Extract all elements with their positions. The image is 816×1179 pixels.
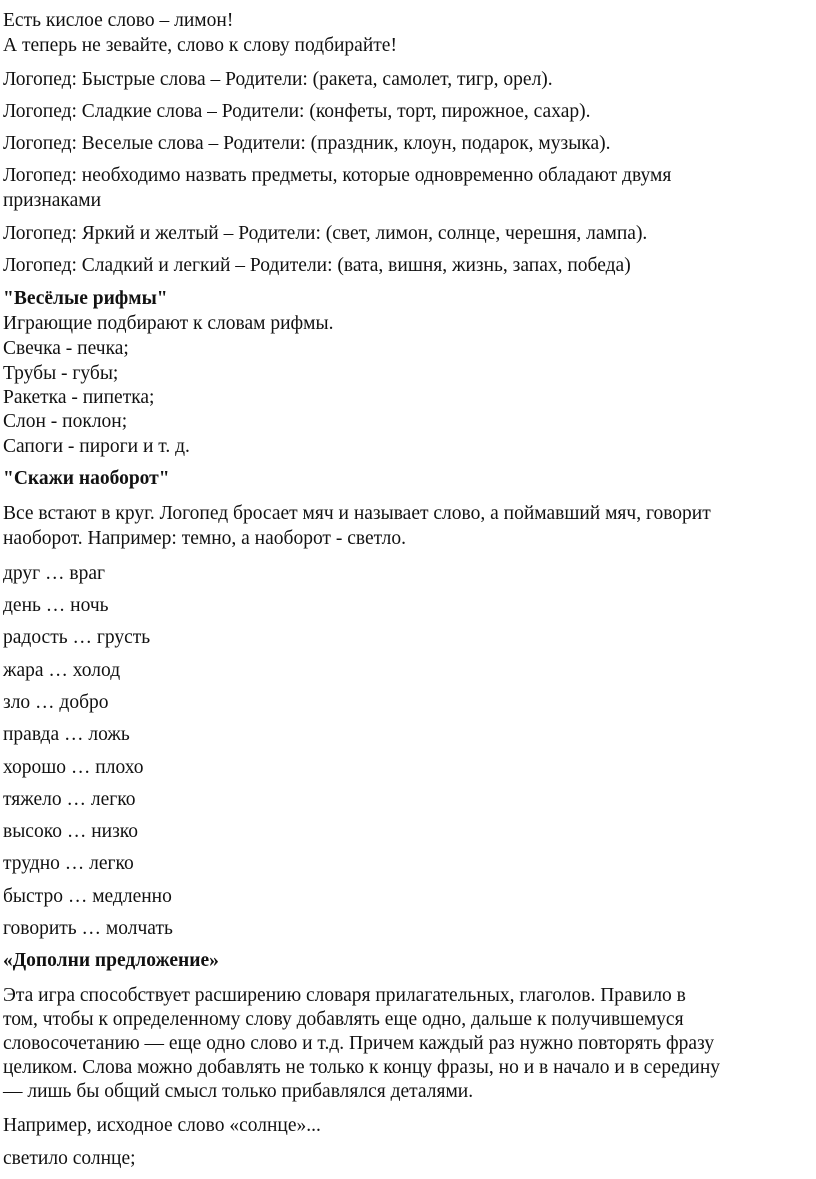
rhyme-item: Сапоги - пироги и т. д.	[3, 436, 190, 457]
rhyme-item: Свечка - печка;	[3, 338, 129, 359]
complete-desc-line: том, чтобы к определенному слову добавлять еще одно, дальше к получившемуся	[3, 1009, 684, 1030]
opposite-pair: говорить … молчать	[3, 918, 173, 939]
rhymes-heading: "Весёлые рифмы"	[3, 288, 168, 309]
opposites-heading: "Скажи наоборот"	[3, 468, 170, 489]
complete-desc-line: целиком. Слова можно добавлять не только к концу фразы, но и в начало и в середину	[3, 1057, 721, 1078]
task-line-1: Логопед: необходимо назвать предметы, которые одновременно обладают двумя	[3, 165, 672, 186]
opposite-pair: тяжело … легко	[3, 789, 136, 810]
opposite-pair: быстро … медленно	[3, 886, 172, 907]
opposites-desc-line-1: Все встают в круг. Логопед бросает мяч и называет слово, а поймавший мяч, говорит	[3, 503, 711, 524]
complete-example-item: светило солнце;	[3, 1148, 136, 1169]
dialogue-sweet-light: Логопед: Сладкий и легкий – Родители: (вата, вишня, жизнь, запах, победа)	[3, 255, 631, 276]
dialogue-bright-yellow: Логопед: Яркий и желтый – Родители: (свет, лимон, солнце, черешня, лампа).	[3, 223, 648, 244]
task-line-2: признаками	[3, 190, 102, 211]
complete-desc-line: — лишь бы общий смысл только прибавлялся деталями.	[3, 1081, 474, 1102]
intro-line-1: Есть кислое слово – лимон!	[3, 10, 234, 31]
complete-example: Например, исходное слово «солнце»...	[3, 1115, 321, 1136]
dialogue-happy-words: Логопед: Веселые слова – Родители: (праздник, клоун, подарок, музыка).	[3, 133, 611, 154]
rhyme-item: Слон - поклон;	[3, 411, 128, 432]
opposite-pair: жара … холод	[3, 660, 121, 681]
rhymes-description: Играющие подбирают к словам рифмы.	[3, 313, 334, 334]
opposite-pair: хорошо … плохо	[3, 757, 144, 778]
opposite-pair: друг … враг	[3, 563, 106, 584]
complete-desc-line: словосочетанию — еще одно слово и т.д. Причем каждый раз нужно повторять фразу	[3, 1033, 715, 1054]
opposite-pair: зло … добро	[3, 692, 109, 713]
opposite-pair: день … ночь	[3, 595, 109, 616]
opposite-pair: радость … грусть	[3, 627, 151, 648]
opposite-pair: трудно … легко	[3, 853, 134, 874]
rhyme-item: Ракетка - пипетка;	[3, 387, 155, 408]
opposite-pair: правда … ложь	[3, 724, 130, 745]
complete-heading: «Дополни предложение»	[3, 950, 219, 971]
dialogue-fast-words: Логопед: Быстрые слова – Родители: (ракета, самолет, тигр, орел).	[3, 69, 553, 90]
opposites-desc-line-2: наоборот. Например: темно, а наоборот - светло.	[3, 528, 406, 549]
intro-line-2: А теперь не зевайте, слово к слову подбирайте!	[3, 35, 397, 56]
opposite-pair: высоко … низко	[3, 821, 139, 842]
complete-desc-line: Эта игра способствует расширению словаря прилагательных, глаголов. Правило в	[3, 985, 686, 1006]
dialogue-sweet-words: Логопед: Сладкие слова – Родители: (конфеты, торт, пирожное, сахар).	[3, 101, 591, 122]
rhyme-item: Трубы - губы;	[3, 363, 119, 384]
